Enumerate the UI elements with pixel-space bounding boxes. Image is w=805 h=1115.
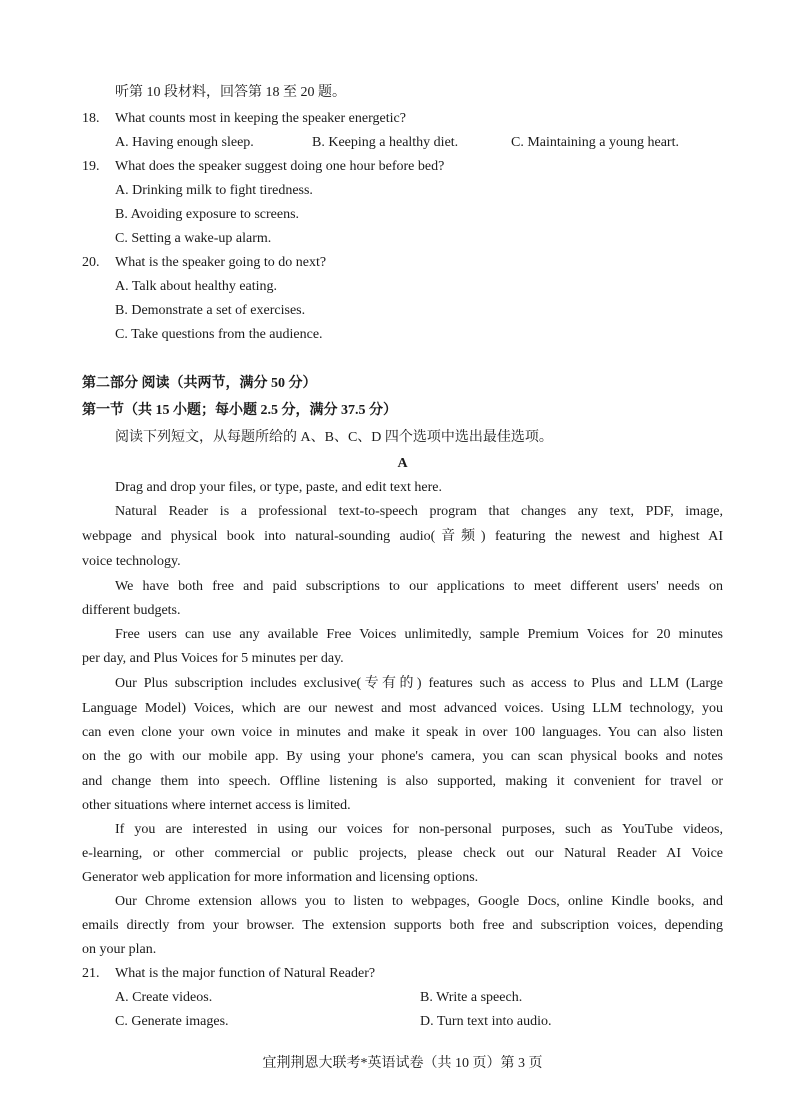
paragraph-line: Our Plus subscription includes exclusive(专有的) features such as access to Plus and LLM (Large [115,676,723,691]
paragraph-line: on the go with our mobile app. By using your phone's camera, you can scan physical books and notes [82,749,723,764]
instruction: 阅读下列短文，从每题所给的 A、B、C、D 四个选项中选出最佳选项。 [115,430,553,445]
option-a: A. Talk about healthy eating. [115,279,278,294]
page-footer: 宜荆荆恩大联考*英语试卷（共 10 页）第 3 页 [262,1056,543,1071]
question-stem: What is the speaker going to do next? [115,255,327,270]
paragraph-line: If you are interested in using our voices for non-personal purposes, such as YouTube videos, [115,822,723,837]
paragraph-line: Natural Reader is a professional text-to-speech program that changes any text, PDF, image, [115,504,723,519]
option-c: C. Maintaining a young heart. [511,135,679,150]
paragraph-line: voice technology. [82,554,181,569]
question-number: 20. [82,255,100,270]
option-a: A. Drinking milk to fight tiredness. [115,183,313,198]
paragraph-line: e-learning, or other commercial or public projects, please check out our Natural Reader AI Voice [82,846,723,861]
paragraph-line: Language Model) Voices, which are our newest and most advanced voices. Using LLM technology, you [82,701,723,716]
paragraph-line: per day, and Plus Voices for 5 minutes per day. [82,651,344,666]
question-stem: What counts most in keeping the speaker energetic? [115,111,406,126]
paragraph-line: and change them into speech. Offline listening is also supported, making it convenient for travel or [82,774,723,789]
listening-intro: 听第 10 段材料，回答第 18 至 20 题。 [115,85,346,100]
paragraph-line: Drag and drop your files, or type, paste, and edit text here. [115,480,442,495]
paragraph-line: Our Chrome extension allows you to listen to webpages, Google Docs, online Kindle books, and [115,894,723,909]
option-c: C. Take questions from the audience. [115,327,323,342]
section-title: 第一节（共 15 小题；每小题 2.5 分，满分 37.5 分） [82,403,397,418]
option-b: B. Avoiding exposure to screens. [115,207,300,222]
passage-label: A [397,456,408,471]
question-number: 18. [82,111,100,126]
paragraph-line: We have both free and paid subscriptions to our applications to meet different users' needs on [115,579,723,594]
question-number: 19. [82,159,100,174]
option-b: B. Demonstrate a set of exercises. [115,303,306,318]
option-a: A. Create videos. [115,990,213,1005]
paragraph-line: can even clone your own voice in minutes and make it speak in over 100 languages. You can also listen [82,725,723,740]
question-number: 21. [82,966,100,981]
paragraph-line: other situations where internet access is limited. [82,798,351,813]
question-stem: What is the major function of Natural Reader? [115,966,376,981]
paragraph-line: emails directly from your browser. The extension supports both free and subscription voices, depending [82,918,723,933]
option-b: B. Keeping a healthy diet. [312,135,459,150]
paragraph-line: on your plan. [82,942,157,957]
paragraph-line: different budgets. [82,603,181,618]
paragraph-line: Free users can use any available Free Voices unlimitedly, sample Premium Voices for 20 minutes [115,627,723,642]
option-c: C. Setting a wake-up alarm. [115,231,272,246]
option-c: C. Generate images. [115,1014,229,1029]
option-a: A. Having enough sleep. [115,135,254,150]
paragraph-line: Generator web application for more information and licensing options. [82,870,479,885]
part-title: 第二部分 阅读（共两节，满分 50 分） [82,376,317,391]
option-b: B. Write a speech. [420,990,523,1005]
question-stem: What does the speaker suggest doing one hour before bed? [115,159,445,174]
option-d: D. Turn text into audio. [420,1014,552,1029]
paragraph-line: webpage and physical book into natural-sounding audio(音频) featuring the newest and highest AI [82,529,723,544]
